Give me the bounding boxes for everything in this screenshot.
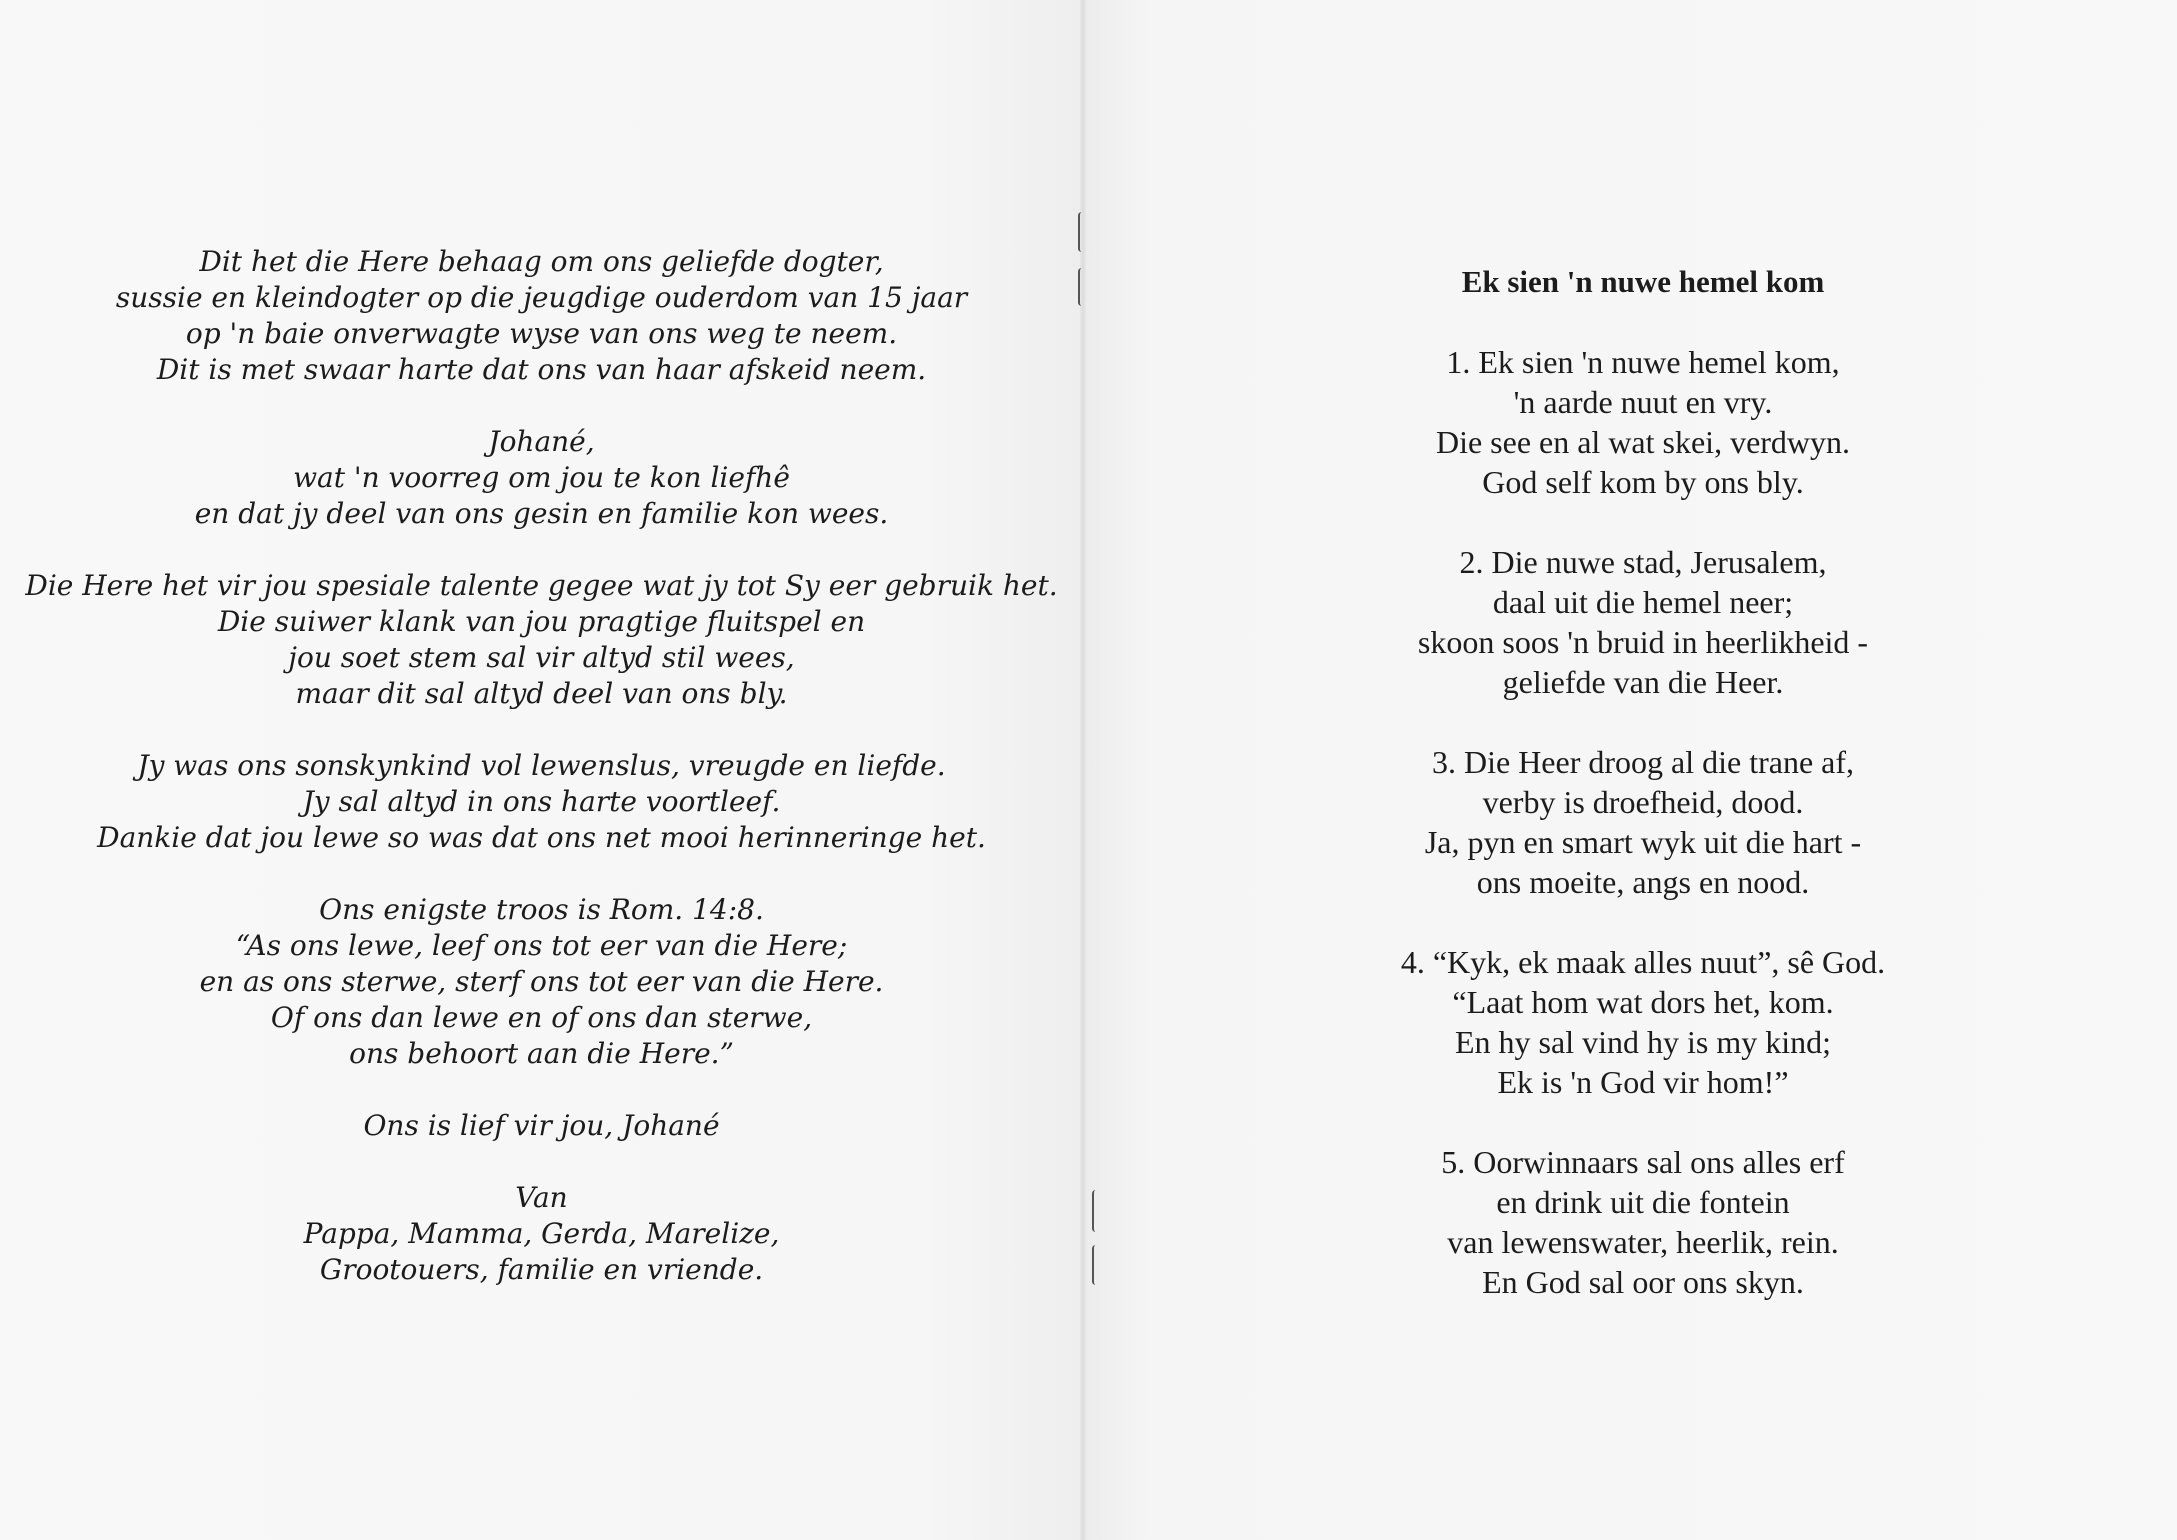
hymn-line: 2. Die nuwe stad, Jerusalem, xyxy=(1459,544,1827,580)
hymn-line: geliefde van die Heer. xyxy=(1502,664,1784,700)
hymn-verse xyxy=(1083,342,2177,502)
tribute-stanza xyxy=(0,244,1083,388)
hymn-line: En hy sal vind hy is my kind; xyxy=(1455,1024,1831,1060)
tribute-stanza xyxy=(0,748,1083,856)
tribute-line: Ons is lief vir jou, Johané xyxy=(363,1109,720,1142)
tribute-signature xyxy=(0,1180,1083,1288)
hymn-line: En God sal oor ons skyn. xyxy=(1482,1264,1804,1300)
hymn-line: verby is droefheid, dood. xyxy=(1482,784,1804,820)
tribute-line: Dit het die Here behaag om ons geliefde dogter, xyxy=(199,245,884,278)
tribute-line: op 'n baie onverwagte wyse van ons weg te neem. xyxy=(185,317,898,350)
tribute-line: Die Here het vir jou spesiale talente gegee wat jy tot Sy eer gebruik het. xyxy=(25,569,1058,602)
scripture-quote xyxy=(0,892,1083,1072)
tribute-line: Jy was ons sonskynkind vol lewenslus, vreugde en liefde. xyxy=(137,749,946,782)
hymn-line: ons moeite, angs en nood. xyxy=(1476,864,1810,900)
tribute-line: jou soet stem sal vir altyd stil wees, xyxy=(288,641,795,674)
hymn-verse xyxy=(1083,542,2177,702)
tribute-line: Die suiwer klank van jou pragtige fluitspel en xyxy=(217,605,866,638)
hymn-line: Ja, pyn en smart wyk uit die hart - xyxy=(1424,824,1862,860)
hymn-line: Die see en al wat skei, verdwyn. xyxy=(1435,424,1851,460)
tribute-line: maar dit sal altyd deel van ons bly. xyxy=(295,677,788,710)
tribute-line: “As ons lewe, leef ons tot eer van die Here; xyxy=(235,929,848,962)
tribute-line: Van xyxy=(515,1181,568,1214)
hymn-line: daal uit die hemel neer; xyxy=(1492,584,1794,620)
hymn-line: 4. “Kyk, ek maak alles nuut”, sê God. xyxy=(1400,944,1886,980)
hymn-line: 3. Die Heer droog al die trane af, xyxy=(1431,744,1855,780)
tribute-line: Of ons dan lewe en of ons dan sterwe, xyxy=(270,1001,813,1034)
hymn-line: van lewenswater, heerlik, rein. xyxy=(1447,1224,1839,1260)
tribute-line: wat 'n voorreg om jou te kon liefhê xyxy=(293,461,790,494)
hymn-verse xyxy=(1083,742,2177,902)
tribute-line: Dit is met swaar harte dat ons van haar afskeid neem. xyxy=(156,353,927,386)
tribute-text xyxy=(0,244,1083,1324)
tribute-stanza xyxy=(0,1108,1083,1144)
tribute-stanza xyxy=(0,568,1083,712)
hymn-line: Ek is 'n God vir hom!” xyxy=(1497,1064,1789,1100)
tribute-line: en dat jy deel van ons gesin en familie kon wees. xyxy=(194,497,889,530)
hymn xyxy=(1083,262,2177,1342)
hymn-line: 1. Ek sien 'n nuwe hemel kom, xyxy=(1446,344,1840,380)
tribute-line: en as ons sterwe, sterf ons tot eer van die Here. xyxy=(199,965,884,998)
tribute-line: Johané, xyxy=(488,425,595,458)
tribute-line: Jy sal altyd in ons harte voortleef. xyxy=(302,785,781,818)
hymn-title: Ek sien 'n nuwe hemel kom xyxy=(1461,264,1825,299)
hymn-line: “Laat hom wat dors het, kom. xyxy=(1452,984,1834,1020)
hymn-line: 5. Oorwinnaars sal ons alles erf xyxy=(1441,1144,1845,1180)
tribute-line: ons behoort aan die Here.” xyxy=(349,1037,734,1070)
hymn-line: en drink uit die fontein xyxy=(1496,1184,1790,1220)
hymn-line: God self kom by ons bly. xyxy=(1482,464,1804,500)
hymn-verse xyxy=(1083,1142,2177,1302)
tribute-line: Grootouers, familie en vriende. xyxy=(319,1253,764,1286)
hymn-verse xyxy=(1083,942,2177,1102)
tribute-stanza xyxy=(0,424,1083,532)
tribute-line: Dankie dat jou lewe so was dat ons net mooi herinneringe het. xyxy=(97,821,986,854)
tribute-line: sussie en kleindogter op die jeugdige ouderdom van 15 jaar xyxy=(115,281,968,314)
tribute-line: Ons enigste troos is Rom. 14:8. xyxy=(319,893,764,926)
hymn-line: 'n aarde nuut en vry. xyxy=(1513,384,1773,420)
tribute-line: Pappa, Mamma, Gerda, Marelize, xyxy=(303,1217,780,1250)
hymn-line: skoon soos 'n bruid in heerlikheid - xyxy=(1417,624,1869,660)
